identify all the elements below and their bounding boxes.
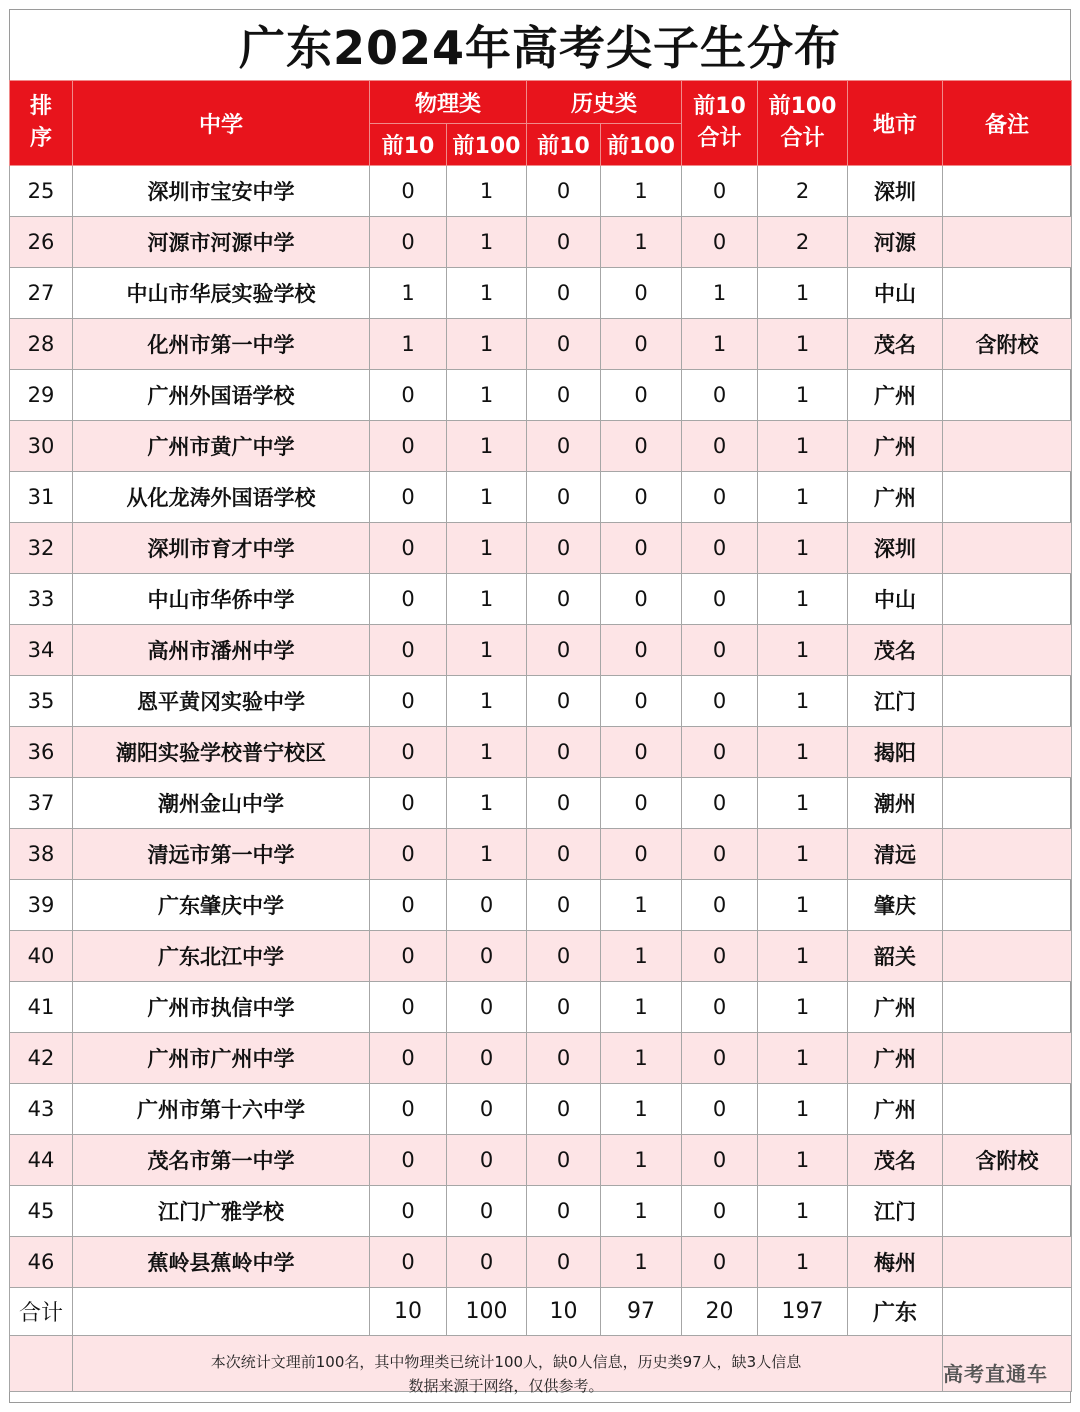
top100-total: 1 xyxy=(758,727,848,778)
table-row xyxy=(10,1237,1072,1288)
physics-top100: 1 xyxy=(447,166,527,217)
history-top10: 0 xyxy=(527,829,601,880)
city-cell: 茂名 xyxy=(848,319,943,370)
city-cell: 中山 xyxy=(848,574,943,625)
school-name: 潮阳实验学校普宁校区 xyxy=(73,727,370,778)
history-top10: 0 xyxy=(527,268,601,319)
note-cell xyxy=(943,268,1072,319)
note-cell xyxy=(943,421,1072,472)
physics-top100: 1 xyxy=(447,217,527,268)
school-name: 深圳市育才中学 xyxy=(73,523,370,574)
top100-total: 1 xyxy=(758,421,848,472)
top100-total: 1 xyxy=(758,829,848,880)
physics-top10: 0 xyxy=(370,1033,447,1084)
physics-top100: 1 xyxy=(447,676,527,727)
rank-cell: 41 xyxy=(10,982,73,1033)
city-cell: 中山 xyxy=(848,268,943,319)
city-cell: 茂名 xyxy=(848,1135,943,1186)
header-history-top10: 前10 xyxy=(527,124,601,166)
top100-total: 1 xyxy=(758,1237,848,1288)
table-row xyxy=(10,880,1072,931)
note-cell xyxy=(943,1033,1072,1084)
rank-cell: 37 xyxy=(10,778,73,829)
top100-total: 1 xyxy=(758,625,848,676)
footnote-line-2: 数据来源于网络，仅供参考。 xyxy=(408,1376,604,1395)
total-row xyxy=(10,1288,1072,1336)
header-history: 历史类 xyxy=(527,81,682,124)
total-physics-top100: 100 xyxy=(447,1288,527,1336)
physics-top100: 0 xyxy=(447,880,527,931)
header-note: 备注 xyxy=(943,81,1072,166)
history-top10: 0 xyxy=(527,421,601,472)
top10-total: 0 xyxy=(682,523,758,574)
physics-top100: 0 xyxy=(447,1033,527,1084)
history-top10: 0 xyxy=(527,1135,601,1186)
history-top10: 0 xyxy=(527,931,601,982)
rank-cell: 29 xyxy=(10,370,73,421)
history-top100: 1 xyxy=(601,1135,682,1186)
physics-top10: 0 xyxy=(370,166,447,217)
physics-top10: 1 xyxy=(370,319,447,370)
ranking-table xyxy=(9,80,1072,1392)
physics-top10: 0 xyxy=(370,880,447,931)
city-cell: 揭阳 xyxy=(848,727,943,778)
city-cell: 广州 xyxy=(848,370,943,421)
note-cell xyxy=(943,829,1072,880)
rank-cell: 33 xyxy=(10,574,73,625)
top10-total: 0 xyxy=(682,1186,758,1237)
top10-total: 0 xyxy=(682,676,758,727)
physics-top10: 0 xyxy=(370,829,447,880)
school-name: 广州市执信中学 xyxy=(73,982,370,1033)
history-top10: 0 xyxy=(527,574,601,625)
rank-cell: 44 xyxy=(10,1135,73,1186)
history-top100: 0 xyxy=(601,727,682,778)
history-top100: 0 xyxy=(601,829,682,880)
history-top10: 0 xyxy=(527,1084,601,1135)
history-top10: 0 xyxy=(527,166,601,217)
top100-total: 1 xyxy=(758,1084,848,1135)
table-row xyxy=(10,472,1072,523)
school-name: 中山市华辰实验学校 xyxy=(73,268,370,319)
physics-top10: 0 xyxy=(370,217,447,268)
history-top100: 0 xyxy=(601,472,682,523)
history-top10: 0 xyxy=(527,1033,601,1084)
rank-cell: 27 xyxy=(10,268,73,319)
note-cell xyxy=(943,1084,1072,1135)
table-row xyxy=(10,931,1072,982)
physics-top100: 0 xyxy=(447,931,527,982)
footnote xyxy=(73,1346,939,1401)
physics-top100: 1 xyxy=(447,829,527,880)
note-cell xyxy=(943,625,1072,676)
table-row xyxy=(10,574,1072,625)
history-top100: 1 xyxy=(601,1084,682,1135)
city-cell: 广州 xyxy=(848,472,943,523)
school-name: 广州外国语学校 xyxy=(73,370,370,421)
footnote-line-1: 本次统计文理前100名，其中物理类已统计100人，缺0人信息，历史类97人，缺3人信息 xyxy=(210,1352,802,1371)
school-name: 广东肇庆中学 xyxy=(73,880,370,931)
school-name: 深圳市宝安中学 xyxy=(73,166,370,217)
total-history-top10: 10 xyxy=(527,1288,601,1336)
school-name: 蕉岭县蕉岭中学 xyxy=(73,1237,370,1288)
watermark: 高考直通车 xyxy=(943,1362,1048,1386)
header-physics: 物理类 xyxy=(370,81,527,124)
history-top100: 0 xyxy=(601,370,682,421)
city-cell: 深圳 xyxy=(848,166,943,217)
total-top100: 197 xyxy=(758,1288,848,1336)
top10-total: 1 xyxy=(682,268,758,319)
history-top100: 1 xyxy=(601,217,682,268)
rank-cell: 26 xyxy=(10,217,73,268)
table-row xyxy=(10,1084,1072,1135)
note-cell xyxy=(943,217,1072,268)
top10-total: 0 xyxy=(682,778,758,829)
top10-total: 0 xyxy=(682,1135,758,1186)
top100-total: 1 xyxy=(758,982,848,1033)
top10-total: 0 xyxy=(682,1033,758,1084)
top10-total: 0 xyxy=(682,166,758,217)
city-cell: 广州 xyxy=(848,982,943,1033)
school-name: 江门广雅学校 xyxy=(73,1186,370,1237)
note-cell xyxy=(943,778,1072,829)
rank-cell: 36 xyxy=(10,727,73,778)
note-cell xyxy=(943,1186,1072,1237)
top100-total: 1 xyxy=(758,1135,848,1186)
history-top10: 0 xyxy=(527,370,601,421)
physics-top100: 1 xyxy=(447,574,527,625)
rank-cell: 31 xyxy=(10,472,73,523)
rank-cell: 43 xyxy=(10,1084,73,1135)
top10-total: 0 xyxy=(682,1237,758,1288)
rank-cell: 34 xyxy=(10,625,73,676)
school-name: 清远市第一中学 xyxy=(73,829,370,880)
note-cell xyxy=(943,931,1072,982)
top10-total: 0 xyxy=(682,370,758,421)
top100-total: 1 xyxy=(758,574,848,625)
school-name: 广州市广州中学 xyxy=(73,1033,370,1084)
table-row xyxy=(10,268,1072,319)
total-physics-top10: 10 xyxy=(370,1288,447,1336)
note-cell xyxy=(943,676,1072,727)
school-name: 广东北江中学 xyxy=(73,931,370,982)
top100-total: 1 xyxy=(758,523,848,574)
header-school: 中学 xyxy=(73,81,370,166)
history-top10: 0 xyxy=(527,982,601,1033)
header-physics-top10: 前10 xyxy=(370,124,447,166)
physics-top10: 0 xyxy=(370,421,447,472)
physics-top100: 1 xyxy=(447,268,527,319)
top10-total: 0 xyxy=(682,574,758,625)
history-top10: 0 xyxy=(527,319,601,370)
note-cell xyxy=(943,1237,1072,1288)
top10-total: 0 xyxy=(682,829,758,880)
history-top100: 0 xyxy=(601,676,682,727)
table-row xyxy=(10,727,1072,778)
city-cell: 清远 xyxy=(848,829,943,880)
rank-cell: 42 xyxy=(10,1033,73,1084)
history-top10: 0 xyxy=(527,676,601,727)
note-cell xyxy=(943,727,1072,778)
rank-cell: 45 xyxy=(10,1186,73,1237)
top100-total: 1 xyxy=(758,319,848,370)
city-cell: 韶关 xyxy=(848,931,943,982)
table-row xyxy=(10,166,1072,217)
city-cell: 肇庆 xyxy=(848,880,943,931)
physics-top10: 0 xyxy=(370,370,447,421)
table-row xyxy=(10,217,1072,268)
history-top100: 1 xyxy=(601,931,682,982)
physics-top100: 1 xyxy=(447,370,527,421)
top100-total: 2 xyxy=(758,166,848,217)
rank-cell: 25 xyxy=(10,166,73,217)
physics-top10: 0 xyxy=(370,1084,447,1135)
history-top10: 0 xyxy=(527,727,601,778)
total-history-top100: 97 xyxy=(601,1288,682,1336)
history-top10: 0 xyxy=(527,472,601,523)
history-top100: 0 xyxy=(601,625,682,676)
physics-top10: 0 xyxy=(370,1237,447,1288)
note-cell xyxy=(943,166,1072,217)
top100-total: 1 xyxy=(758,370,848,421)
physics-top100: 1 xyxy=(447,421,527,472)
note-cell xyxy=(943,472,1072,523)
table-row xyxy=(10,625,1072,676)
school-name: 恩平黄冈实验中学 xyxy=(73,676,370,727)
physics-top100: 1 xyxy=(447,625,527,676)
top100-total: 1 xyxy=(758,778,848,829)
table-body xyxy=(10,166,1072,1392)
history-top100: 0 xyxy=(601,268,682,319)
footnote-left-cell xyxy=(10,1336,73,1392)
physics-top10: 0 xyxy=(370,1135,447,1186)
physics-top10: 0 xyxy=(370,523,447,574)
top10-total: 0 xyxy=(682,931,758,982)
physics-top100: 1 xyxy=(447,472,527,523)
header-top10-total: 前10 合计 xyxy=(682,81,758,166)
history-top100: 1 xyxy=(601,1237,682,1288)
history-top10: 0 xyxy=(527,778,601,829)
city-cell: 茂名 xyxy=(848,625,943,676)
school-name: 化州市第一中学 xyxy=(73,319,370,370)
school-name: 高州市潘州中学 xyxy=(73,625,370,676)
physics-top100: 0 xyxy=(447,1237,527,1288)
top10-total: 0 xyxy=(682,625,758,676)
table-row xyxy=(10,982,1072,1033)
table-row xyxy=(10,523,1072,574)
total-top10: 20 xyxy=(682,1288,758,1336)
physics-top100: 1 xyxy=(447,319,527,370)
header-rank: 排 序 xyxy=(10,81,73,166)
note-cell: 含附校 xyxy=(943,1135,1072,1186)
table-row xyxy=(10,1033,1072,1084)
top100-total: 1 xyxy=(758,880,848,931)
note-cell xyxy=(943,370,1072,421)
rank-cell: 39 xyxy=(10,880,73,931)
top10-total: 0 xyxy=(682,982,758,1033)
physics-top10: 0 xyxy=(370,1186,447,1237)
top100-total: 1 xyxy=(758,472,848,523)
history-top100: 0 xyxy=(601,421,682,472)
school-name: 茂名市第一中学 xyxy=(73,1135,370,1186)
physics-top100: 0 xyxy=(447,1135,527,1186)
top100-total: 1 xyxy=(758,1186,848,1237)
history-top10: 0 xyxy=(527,625,601,676)
history-top100: 1 xyxy=(601,1033,682,1084)
city-cell: 广州 xyxy=(848,1033,943,1084)
note-cell xyxy=(943,880,1072,931)
school-name: 从化龙涛外国语学校 xyxy=(73,472,370,523)
rank-cell: 46 xyxy=(10,1237,73,1288)
history-top100: 1 xyxy=(601,880,682,931)
table-row xyxy=(10,370,1072,421)
table-row xyxy=(10,1135,1072,1186)
city-cell: 深圳 xyxy=(848,523,943,574)
physics-top10: 0 xyxy=(370,982,447,1033)
header-city: 地市 xyxy=(848,81,943,166)
physics-top10: 0 xyxy=(370,574,447,625)
history-top10: 0 xyxy=(527,1237,601,1288)
physics-top10: 0 xyxy=(370,931,447,982)
city-cell: 江门 xyxy=(848,1186,943,1237)
table-row xyxy=(10,778,1072,829)
top10-total: 0 xyxy=(682,1084,758,1135)
note-cell: 含附校 xyxy=(943,319,1072,370)
top10-total: 0 xyxy=(682,421,758,472)
physics-top100: 1 xyxy=(447,727,527,778)
city-cell: 广州 xyxy=(848,421,943,472)
note-cell xyxy=(943,574,1072,625)
top10-total: 0 xyxy=(682,727,758,778)
top100-total: 1 xyxy=(758,1033,848,1084)
physics-top100: 0 xyxy=(447,982,527,1033)
history-top100: 1 xyxy=(601,1186,682,1237)
top10-total: 0 xyxy=(682,880,758,931)
school-name: 河源市河源中学 xyxy=(73,217,370,268)
rank-cell: 28 xyxy=(10,319,73,370)
table-row xyxy=(10,829,1072,880)
top100-total: 1 xyxy=(758,676,848,727)
table-row xyxy=(10,676,1072,727)
total-city: 广东 xyxy=(848,1288,943,1336)
physics-top10: 1 xyxy=(370,268,447,319)
rank-cell: 38 xyxy=(10,829,73,880)
city-cell: 广州 xyxy=(848,1084,943,1135)
top10-total: 1 xyxy=(682,319,758,370)
physics-top100: 0 xyxy=(447,1084,527,1135)
note-cell xyxy=(943,523,1072,574)
total-note xyxy=(943,1288,1072,1336)
table-header xyxy=(10,81,1072,166)
header-physics-top100: 前100 xyxy=(447,124,527,166)
history-top100: 0 xyxy=(601,523,682,574)
city-cell: 潮州 xyxy=(848,778,943,829)
city-cell: 河源 xyxy=(848,217,943,268)
table-row xyxy=(10,1186,1072,1237)
table-row xyxy=(10,319,1072,370)
history-top100: 0 xyxy=(601,319,682,370)
history-top10: 0 xyxy=(527,880,601,931)
physics-top10: 0 xyxy=(370,625,447,676)
physics-top10: 0 xyxy=(370,472,447,523)
total-label: 合计 xyxy=(10,1288,73,1336)
physics-top100: 1 xyxy=(447,523,527,574)
school-name: 中山市华侨中学 xyxy=(73,574,370,625)
top10-total: 0 xyxy=(682,472,758,523)
history-top10: 0 xyxy=(527,523,601,574)
header-top100-total: 前100 合计 xyxy=(758,81,848,166)
history-top10: 0 xyxy=(527,1186,601,1237)
history-top100: 0 xyxy=(601,574,682,625)
history-top100: 1 xyxy=(601,166,682,217)
physics-top10: 0 xyxy=(370,676,447,727)
rank-cell: 35 xyxy=(10,676,73,727)
city-cell: 江门 xyxy=(848,676,943,727)
school-name: 潮州金山中学 xyxy=(73,778,370,829)
school-name: 广州市黄广中学 xyxy=(73,421,370,472)
total-school xyxy=(73,1288,370,1336)
history-top100: 1 xyxy=(601,982,682,1033)
rank-cell: 32 xyxy=(10,523,73,574)
top10-total: 0 xyxy=(682,217,758,268)
city-cell: 梅州 xyxy=(848,1237,943,1288)
physics-top100: 1 xyxy=(447,778,527,829)
table-row xyxy=(10,421,1072,472)
rank-cell: 40 xyxy=(10,931,73,982)
top100-total: 2 xyxy=(758,217,848,268)
physics-top100: 0 xyxy=(447,1186,527,1237)
history-top100: 0 xyxy=(601,778,682,829)
note-cell xyxy=(943,982,1072,1033)
header-history-top100: 前100 xyxy=(601,124,682,166)
physics-top10: 0 xyxy=(370,778,447,829)
history-top10: 0 xyxy=(527,217,601,268)
top100-total: 1 xyxy=(758,268,848,319)
rank-cell: 30 xyxy=(10,421,73,472)
top100-total: 1 xyxy=(758,931,848,982)
physics-top10: 0 xyxy=(370,727,447,778)
page-title: 广东2024年高考尖子生分布 xyxy=(238,21,842,75)
school-name: 广州市第十六中学 xyxy=(73,1084,370,1135)
